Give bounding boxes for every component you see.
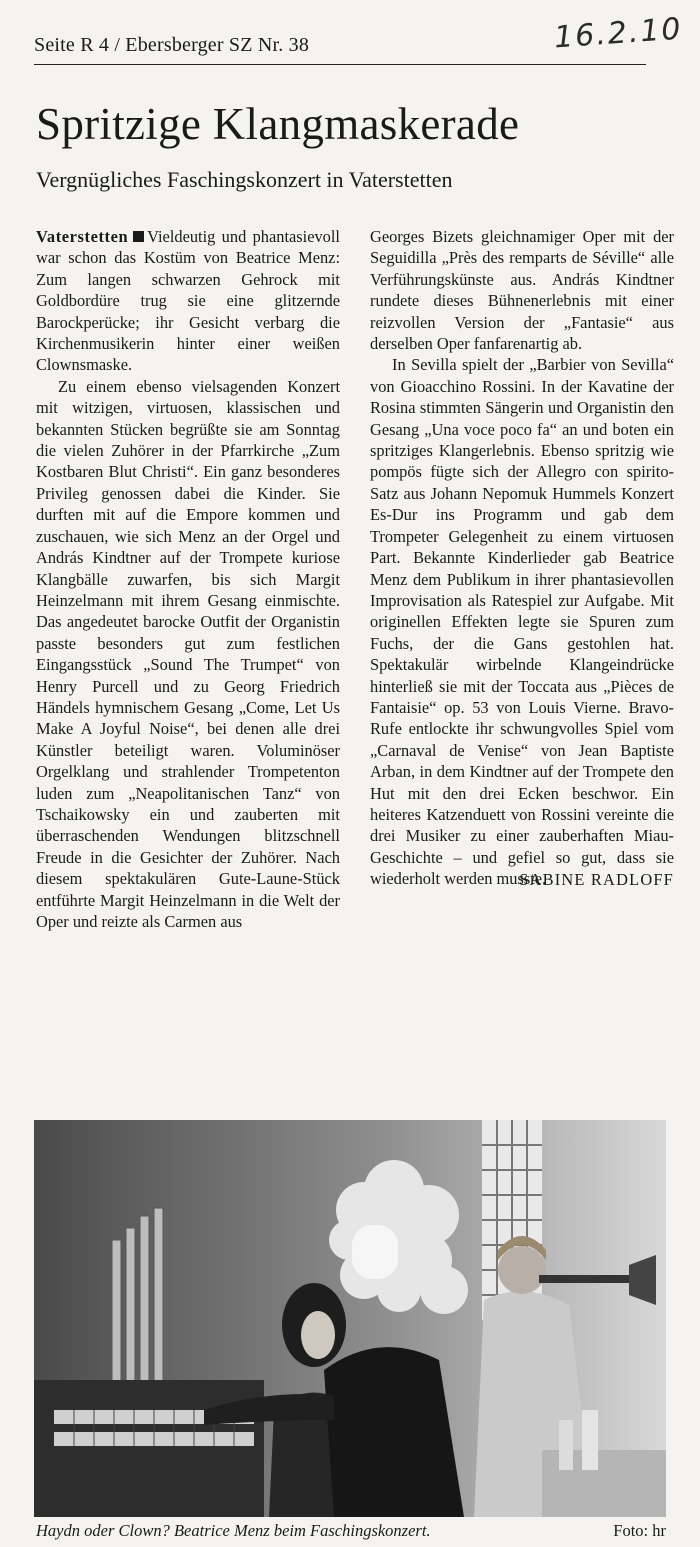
page-header — [34, 11, 684, 65]
concert-photo-illustration — [34, 1120, 666, 1517]
article-headline: Spritzige Klangmaskerade — [36, 99, 520, 149]
caption-text: Haydn oder Clown? Beatrice Menz beim Faschingskonzert. — [36, 1521, 431, 1540]
article-paragraph — [36, 226, 340, 376]
paragraph-text: Vieldeutig und phantasievoll war schon das Kostüm von Beatrice Menz: Zum langen schwarzen Gehrock mit Goldbordüre trug sie eine glitzernde Barockperücke; ihr Gesicht verbarg die Kirchenmusikerin hinter einer weißen Clownsmaske. — [36, 227, 340, 375]
article-paragraph: In Sevilla spielt der „Barbier von Sevilla“ von Gioacchino Rossini. In der Kavatine der Rosina stimmten Sängerin und Organistin den Gesang „Una voce poco fa“ an und boten ein spritziges Klangerlebnis. Ebenso spritzig wie pompös fügte sich der Allegro con spirito-Satz aus Johann Nepomuk Hummels Konzert Es-Dur ins Programm und gab dem Trompeter Gelegenheit zu einem virtuosen Part. Bekannte Kinderlieder gab Beatrice Menz dem Publikum in ihrer phantasievollen Improvisation als Ratespiel zur Aufgabe. Mit originellen Effekten legte sie Spuren zum Fuchs, der die Gans gestohlen hat. Spektakulär wirbelnde Klangeindrücke hinterließ sie mit der Toccata aus „Pièces de Fantaisie“ op. 53 von Louis Vierne. Bravo-Rufe entlockte ihr schwungvolles Spiel vom „Carnaval de Venise“ von Jean Baptiste Arban, in dem Kindtner auf der Trompete den Hut mit den drei Ecken beschwor. Ein heiteres Katzenduett von Rossini vereinte die drei Musiker zu einer zauberhaften Miau-Geschichte – und gefiel so gut, dass sie wiederholt werden musste. — [370, 355, 674, 889]
photo-credit: Foto: hr — [613, 1521, 666, 1540]
photo-caption — [36, 1520, 666, 1542]
article-paragraph: Georges Bizets gleichnamiger Oper mit der Seguidilla „Près des remparts de Séville“ alle Verführungskünste aus. András Kindtner rundete dieses Bühnenerlebnis mit einer reizvollen Version der „Fantasie“ aus derselben Oper fanfarenartig ab. — [370, 227, 674, 354]
concert-photo — [34, 1120, 666, 1517]
article-subheadline: Vergnügliches Faschingskonzert in Vaterstetten — [36, 167, 453, 192]
author-byline: SABINE RADLOFF — [519, 869, 674, 889]
article-paragraph: Zu einem ebenso vielsagenden Konzert mit witzigen, virtuosen, klassischen und bekannten Stücken begrüßte sie am Sonntag die vielen Zuhörer in der Pfarrkirche „Zum Kostbaren Blut Christi“. Ein ganz besonderes Privileg genossen dabei die Kinder. Sie durften mit auf die Empore kommen und zuschauen, wie sich Menz an der Orgel und András Kindtner auf der Trompete kuriose Klangbälle zuwarfen, bis sich Margit Heinzelmann mit ihrem Gesang einmischte. Das angedeutet barocke Outfit der Organistin passte besonders gut zum festlichen Eingangsstück „Sound The Trumpet“ von Henry Purcell und zu Georg Friedrich Händels hymnischem Gesang „Come, Let Us Make A Joyful Noise“, bei denen alle drei Künstler beteiligt waren. Voluminöser Orgelklang und strahlender Trompetenton luden zum „Neapolitanischen Tanz“ von Tschaikowsky ein und zauberten mit überraschenden Wendungen blitzschnell Freude in die Gesichter der Zuhörer. Nach diesem spektakulären Gute-Laune-Stück entführte Margit Heinzelmann in die Welt der Oper und reizte als Carmen aus — [36, 376, 340, 931]
article-column-right — [370, 226, 674, 890]
article-column-left — [36, 226, 340, 932]
dateline-square-icon — [133, 231, 144, 242]
page-reference: Seite R 4 / Ebersberger SZ Nr. 38 — [34, 34, 310, 56]
dateline: Vaterstetten — [36, 227, 129, 246]
handwritten-date: 16.2.10 — [552, 11, 684, 56]
